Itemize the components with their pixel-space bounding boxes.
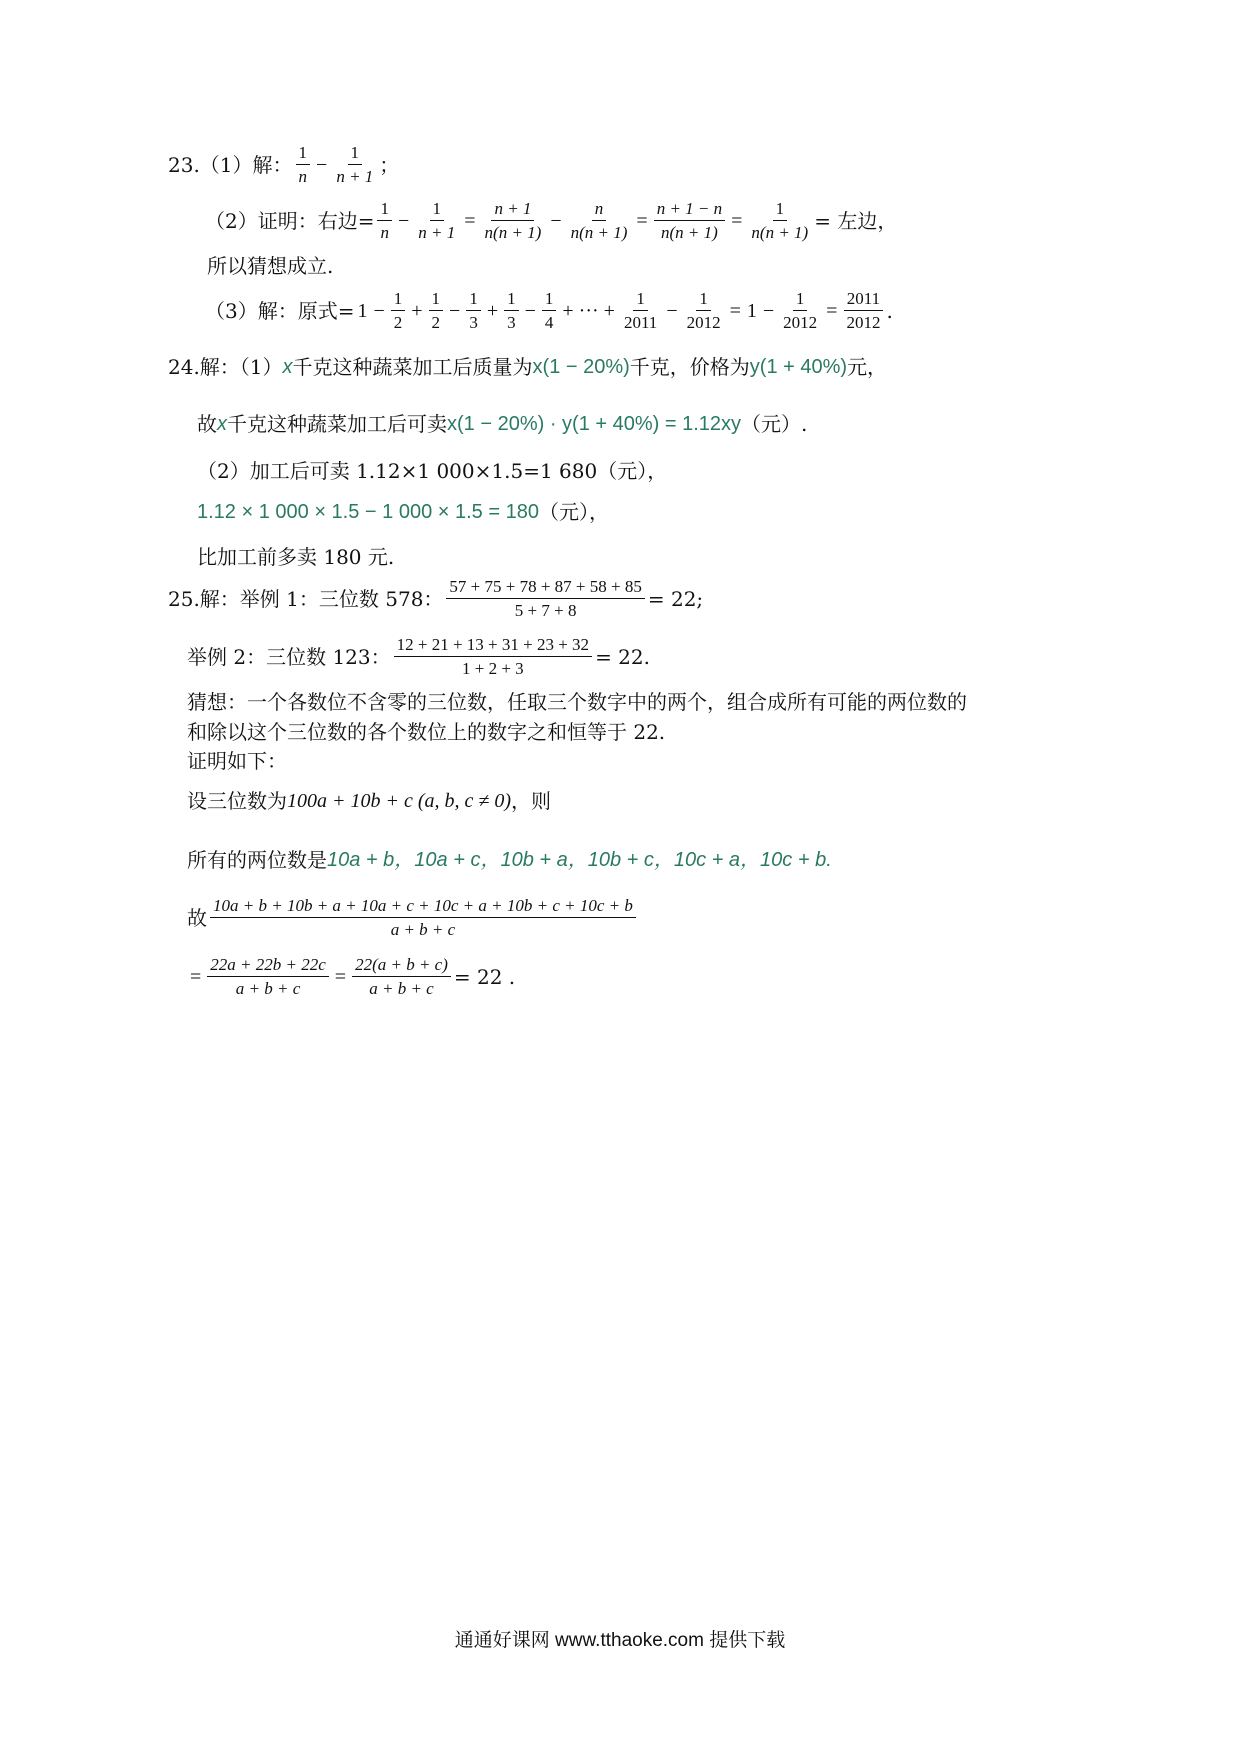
fraction: $\frac{1}{n}$ — [377, 200, 392, 241]
fraction: $\frac{10a + b + 10b + a + 10a + c + 10c + a + 10b + c + 10c + b}{a + b + c}$ — [210, 897, 636, 938]
fraction: $\frac{22a + 22b + 22c}{a + b + c}$ — [207, 956, 329, 997]
q25-conjecture-2: 和除以这个三位数的各个数位上的数字之和恒等于 22. — [187, 720, 666, 744]
q25-conjecture-1: 猜想：一个各数位不含零的三位数，任取三个数字中的两个，组合成所有可能的两位数的 — [187, 690, 967, 714]
q25-all: 所有的两位数是 10a + b，10a + c，10b + a，10b + c，10c + a，10c + b. — [187, 848, 832, 872]
q23-part1: 23.（1）解： $\frac{1}{n}$ − $\frac{1}{n + 1}$ ； — [168, 143, 400, 186]
q25-set: 设三位数为 100a + 10b + c (a, b, c ≠ 0) ，则 — [187, 789, 552, 813]
fraction: $\frac{22(a + b + c)}{a + b + c}$ — [352, 956, 451, 997]
fraction: $\frac{n + 1}{n(n + 1)}$ — [484, 199, 542, 242]
q24-line2: 故 x 千克这种蔬菜加工后可卖 x(1 − 20%) · y(1 + 40%) = 1.12xy （元）. — [197, 412, 808, 436]
q23-part1-end: ； — [379, 152, 400, 177]
fraction: $\frac{1}{n + 1}$ — [418, 199, 456, 242]
fraction: $\frac{1}{n + 1}$ — [336, 143, 374, 186]
q23-part2: （2）证明：右边= $\frac{1}{n}$ − $\frac{1}{n + 1}$ = $\frac{n + 1}{n(n + 1)}$ − $\frac{n}{n(n + 1)}$ = $\frac{n + 1 - n}{n(n + 1)}$ = $\frac{1}{n(n + 1)}$ = 左边， — [205, 199, 898, 242]
q23-conclusion: 所以猜想成立. — [207, 254, 334, 278]
q23-part2-end: = 左边， — [814, 208, 898, 233]
fraction: $\frac{2011}{2012}$ — [843, 290, 883, 331]
q24-line1: 24.解：（1） x 千克这种蔬菜加工后质量为 x(1 − 20%) 千克，价格为 y(1 + 40%) 元， — [168, 355, 888, 379]
fraction: $\frac{1}{n(n + 1)}$ — [751, 199, 809, 242]
q24-line4: 1.12 × 1 000 × 1.5 − 1 000 × 1.5 = 180 （元）， — [197, 500, 609, 524]
q23-part3: （3）解：原式= 1 − $\frac{1}{2}$ + $\frac{1}{2}$ − $\frac{1}{3}$ + $\frac{1}{3}$ − $\frac{1}{4}$ + ··· + $\frac{1}{2011}$ − $\frac{1}{2012}$ = 1 − $\frac{1}{2012}$ = $\frac{2011}{2012}$ . — [205, 289, 893, 332]
q25-example1: 25.解：举例 1：三位数 578： $\frac{57 + 75 + 78 + 87 + 58 + 85}{5 + 7 + 8}$ = 22; — [168, 577, 704, 620]
q25-final: = $\frac{22a + 22b + 22c}{a + b + c}$ = $\frac{22(a + b + c)}{a + b + c}$ = 22 . — [190, 955, 516, 998]
fraction: $\frac{1}{2012}$ — [686, 289, 721, 332]
fraction: $\frac{1}{n}$ — [296, 144, 311, 185]
fraction: $\frac{1}{2}$ — [391, 290, 406, 331]
q23-part2-label: （2）证明：右边= — [205, 208, 375, 233]
fraction: $\frac{1}{3}$ — [466, 290, 481, 331]
q23-part3-label: （3）解：原式= — [205, 298, 355, 323]
page-footer: 通通好课网 www.tthaoke.com 提供下载 — [454, 1630, 786, 1651]
fraction: $\frac{57 + 75 + 78 + 87 + 58 + 85}{5 + 7 + 8}$ — [446, 578, 644, 619]
fraction: $\frac{1}{3}$ — [504, 290, 519, 331]
fraction: $\frac{n + 1 - n}{n(n + 1)}$ — [654, 200, 725, 241]
fraction: $\frac{1}{2012}$ — [783, 289, 818, 332]
fraction: $\frac{1}{2011}$ — [623, 289, 658, 332]
q25-gu: 故 $\frac{10a + b + 10b + a + 10a + c + 10c + a + 10b + c + 10c + b}{a + b + c}$ — [187, 897, 639, 938]
q25-proof-intro: 证明如下： — [187, 749, 287, 773]
fraction: $\frac{n}{n(n + 1)}$ — [570, 199, 628, 242]
q24-line3: （2）加工后可卖 1.12×1 000×1.5=1 680（元）， — [197, 459, 668, 483]
q24-line5: 比加工前多卖 180 元. — [197, 545, 395, 569]
q23-part1-label: 23.（1）解： — [168, 152, 293, 177]
fraction: $\frac{1}{4}$ — [542, 290, 557, 331]
q25-example2: 举例 2：三位数 123： $\frac{12 + 21 + 13 + 31 + 23 + 32}{1 + 2 + 3}$ = 22. — [187, 635, 650, 678]
fraction: $\frac{12 + 21 + 13 + 31 + 23 + 32}{1 + 2 + 3}$ — [394, 636, 592, 677]
fraction: $\frac{1}{2}$ — [429, 290, 444, 331]
